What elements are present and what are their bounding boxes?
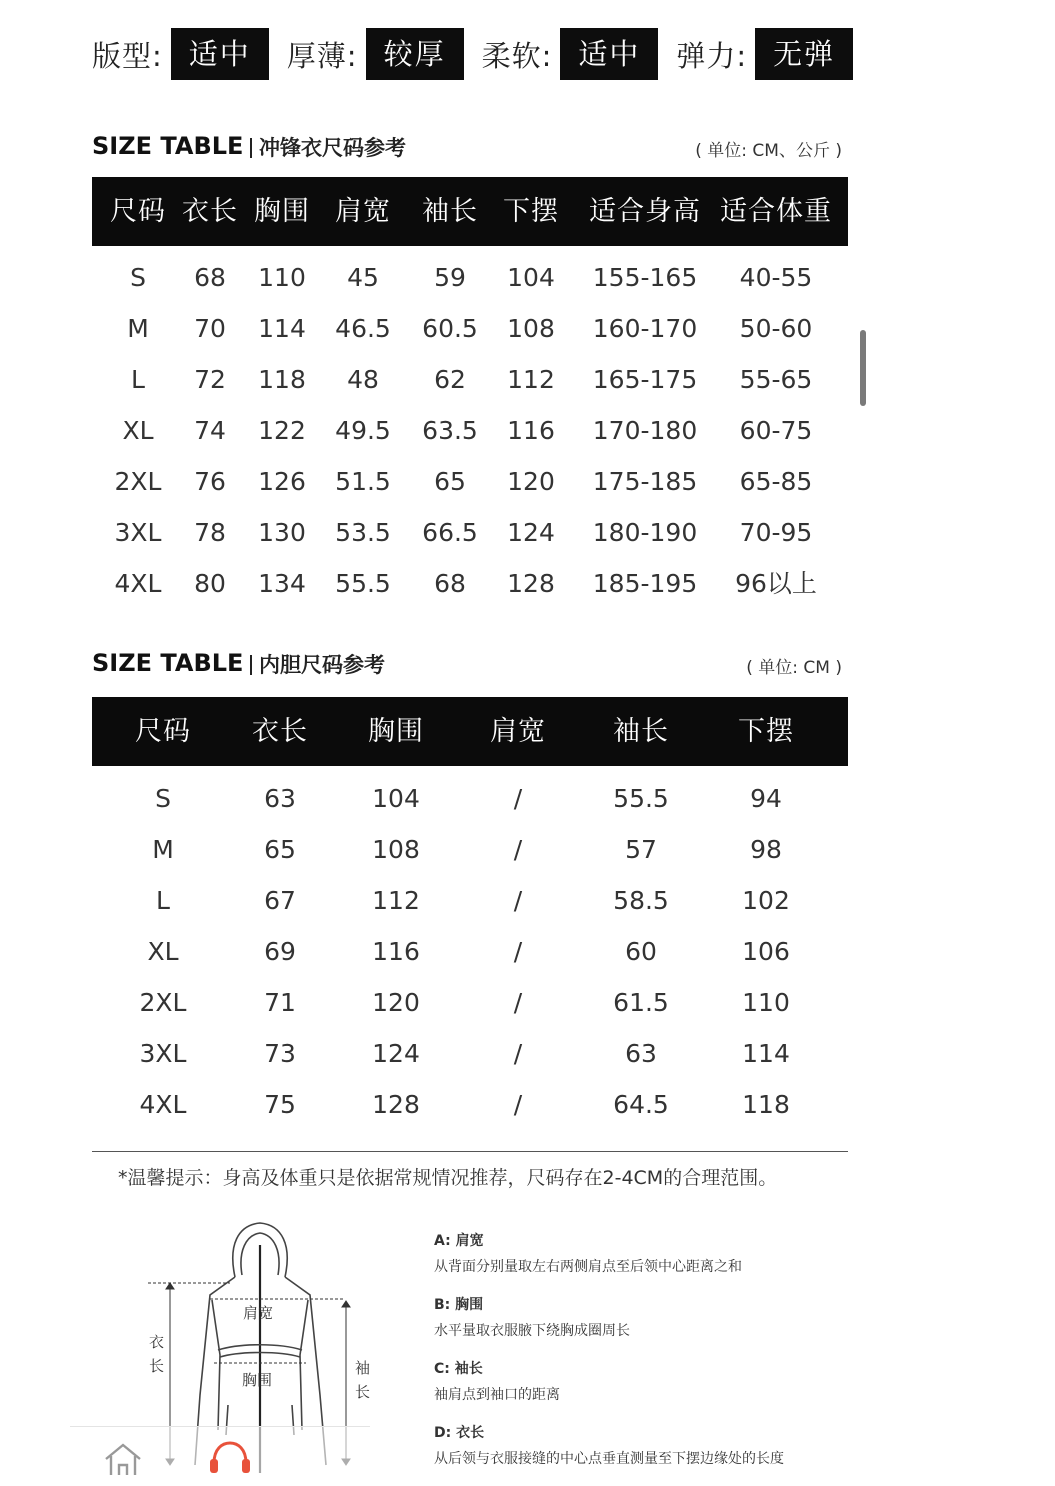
table-cell: 73 [264, 1039, 296, 1068]
table-cell: 50-60 [739, 314, 813, 343]
table-cell: 126 [258, 467, 306, 496]
table-cell: 120 [372, 988, 420, 1017]
table-cell: 80 [194, 569, 226, 598]
attr-label-fit: 版型: [92, 38, 163, 73]
definition-desc: 从背面分别量取左右两侧肩点至后领中心距离之和 [434, 1259, 742, 1275]
liner-header-cell: 胸围 [368, 716, 424, 747]
table-cell: 65 [264, 835, 296, 864]
table-cell: 96以上 [735, 569, 817, 598]
jacket-title-en: SIZE TABLE [92, 132, 244, 160]
table-cell: 65-85 [739, 467, 813, 496]
table-cell: 122 [258, 416, 306, 445]
definition-shoulder [434, 1230, 864, 1294]
table-row [92, 1079, 848, 1130]
attr-value-thickness: 较厚 [366, 28, 464, 80]
table-row [92, 824, 848, 875]
jacket-header-cell: 适合体重 [720, 196, 832, 227]
table-cell: 114 [258, 314, 306, 343]
definition-desc: 从后领与衣服接缝的中心点垂直测量至下摆边缘处的长度 [434, 1451, 784, 1467]
table-cell: 175-185 [592, 467, 698, 496]
jacket-size-table [92, 177, 848, 598]
table-cell: / [513, 1090, 523, 1119]
table-row [92, 1028, 848, 1079]
table-cell: 155-165 [592, 263, 698, 292]
table-cell: 110 [258, 263, 306, 292]
liner-header-cell: 衣长 [252, 716, 308, 747]
table-row [92, 354, 848, 405]
diagram-label-length-b: 长 [149, 1357, 165, 1375]
table-cell: 128 [372, 1090, 420, 1119]
definition-title: A: 肩宽 [434, 1233, 484, 1249]
table-cell: / [513, 835, 523, 864]
diagram-label-chest: 胸围 [242, 1371, 273, 1389]
table-cell: 55-65 [739, 365, 813, 394]
liner-header-cell: 下摆 [738, 716, 794, 747]
table-cell: M [127, 314, 149, 343]
table-cell: 134 [258, 569, 306, 598]
table-row [92, 977, 848, 1028]
table-cell: 71 [264, 988, 296, 1017]
table-cell: 114 [742, 1039, 790, 1068]
jacket-header-cell: 袖长 [422, 196, 478, 227]
table-cell: 94 [750, 784, 782, 813]
liner-unit: ( 单位: CM ) [746, 658, 842, 678]
table-cell: 112 [507, 365, 555, 394]
attr-value-elasticity: 无弹 [755, 28, 853, 80]
definition-title: D: 衣长 [434, 1425, 485, 1441]
table-cell: 63.5 [422, 416, 478, 445]
table-cell: 70-95 [739, 518, 813, 547]
table-cell: XL [122, 416, 154, 445]
table-row [92, 303, 848, 354]
definition-desc: 袖肩点到袖口的距离 [434, 1387, 560, 1403]
table-cell: 112 [372, 886, 420, 915]
definition-chest [434, 1294, 864, 1358]
table-cell: 75 [264, 1090, 296, 1119]
table-cell: 108 [507, 314, 555, 343]
table-row [92, 252, 848, 303]
table-cell: 51.5 [335, 467, 391, 496]
table-cell: 61.5 [613, 988, 669, 1017]
jacket-header-cell: 肩宽 [335, 196, 391, 227]
headset-icon[interactable] [208, 1439, 252, 1474]
table-cell: 78 [194, 518, 226, 547]
table-cell: 104 [372, 784, 420, 813]
table-row [92, 926, 848, 977]
jacket-table-header [92, 177, 848, 246]
title-divider [250, 655, 252, 675]
table-cell: 63 [625, 1039, 657, 1068]
table-row [92, 558, 848, 609]
table-cell: / [513, 988, 523, 1017]
table-cell: S [130, 263, 146, 292]
table-cell: 165-175 [592, 365, 698, 394]
jacket-title-cn: 冲锋衣尺码参考 [259, 136, 406, 160]
scrollbar-thumb[interactable] [860, 330, 866, 406]
table-cell: 64.5 [613, 1090, 669, 1119]
size-tip-note: *温馨提示：身高及体重只是依据常规情况推荐，尺码存在2-4CM的合理范围。 [118, 1167, 778, 1189]
liner-title-cn: 内胆尺码参考 [259, 653, 385, 677]
table-cell: 62 [434, 365, 466, 394]
table-cell: 124 [372, 1039, 420, 1068]
table-cell: 68 [194, 263, 226, 292]
table-cell: 120 [507, 467, 555, 496]
table-cell: 66.5 [422, 518, 478, 547]
jacket-header-cell: 尺码 [110, 196, 166, 227]
table-cell: 69 [264, 937, 296, 966]
liner-section-header [92, 649, 848, 681]
table-cell: 46.5 [335, 314, 391, 343]
table-cell: 4XL [114, 569, 162, 598]
table-cell: XL [147, 937, 179, 966]
table-cell: 49.5 [335, 416, 391, 445]
table-cell: 170-180 [592, 416, 698, 445]
attr-value-softness: 适中 [560, 28, 658, 80]
home-icon[interactable] [102, 1441, 144, 1475]
table-row [92, 773, 848, 824]
liner-table-header [92, 697, 848, 766]
table-cell: 40-55 [739, 263, 813, 292]
table-cell: 59 [434, 263, 466, 292]
table-cell: 53.5 [335, 518, 391, 547]
table-cell: / [513, 1039, 523, 1068]
liner-header-cell: 尺码 [135, 716, 191, 747]
attr-label-softness: 柔软: [481, 38, 553, 73]
table-row [92, 405, 848, 456]
jacket-header-cell: 下摆 [503, 196, 559, 227]
attr-label-thickness: 厚薄: [286, 38, 358, 73]
diagram-label-shoulder: 肩宽 [243, 1304, 274, 1322]
table-cell: 4XL [139, 1090, 187, 1119]
table-cell: 128 [507, 569, 555, 598]
table-cell: 102 [742, 886, 790, 915]
table-cell: 76 [194, 467, 226, 496]
table-cell: 180-190 [592, 518, 698, 547]
table-cell: 116 [372, 937, 420, 966]
liner-header-cell: 袖长 [613, 716, 669, 747]
table-cell: 3XL [114, 518, 162, 547]
section-divider [92, 1151, 848, 1152]
table-cell: 110 [742, 988, 790, 1017]
table-cell: 106 [742, 937, 790, 966]
table-cell: 116 [507, 416, 555, 445]
table-cell: 70 [194, 314, 226, 343]
jacket-header-cell: 适合身高 [589, 196, 701, 227]
table-cell: / [513, 886, 523, 915]
table-cell: 72 [194, 365, 226, 394]
diagram-label-sleeve-a: 袖 [355, 1359, 371, 1377]
table-cell: 2XL [139, 988, 187, 1017]
table-cell: / [513, 937, 523, 966]
table-cell: M [152, 835, 174, 864]
table-cell: 118 [258, 365, 306, 394]
jacket-header-cell: 胸围 [254, 196, 310, 227]
table-cell: S [155, 784, 171, 813]
table-cell: 118 [742, 1090, 790, 1119]
table-cell: 55.5 [613, 784, 669, 813]
liner-title-en: SIZE TABLE [92, 649, 244, 677]
table-cell: 60-75 [739, 416, 813, 445]
table-cell: 160-170 [592, 314, 698, 343]
table-cell: 108 [372, 835, 420, 864]
attr-label-elasticity: 弹力: [676, 38, 748, 73]
table-cell: 124 [507, 518, 555, 547]
table-cell: 185-195 [592, 569, 698, 598]
definition-length [434, 1422, 864, 1486]
title-divider [250, 138, 252, 158]
attr-value-fit: 适中 [171, 28, 269, 80]
liner-size-table [92, 697, 848, 1119]
table-row [92, 875, 848, 926]
table-cell: 74 [194, 416, 226, 445]
table-cell: 45 [347, 263, 379, 292]
diagram-label-sleeve-b: 长 [355, 1383, 371, 1401]
fabric-attributes [92, 28, 853, 80]
table-row [92, 456, 848, 507]
table-cell: 68 [434, 569, 466, 598]
table-cell: 130 [258, 518, 306, 547]
definition-desc: 水平量取衣服腋下绕胸成圈周长 [434, 1323, 630, 1339]
table-cell: 58.5 [613, 886, 669, 915]
jacket-header-cell: 衣长 [182, 196, 238, 227]
measurement-definitions [434, 1230, 864, 1486]
table-cell: 63 [264, 784, 296, 813]
table-cell: 2XL [114, 467, 162, 496]
table-cell: 55.5 [335, 569, 391, 598]
table-cell: 48 [347, 365, 379, 394]
jacket-section-header [92, 132, 848, 164]
table-cell: 65 [434, 467, 466, 496]
liner-header-cell: 肩宽 [490, 716, 546, 747]
table-cell: 67 [264, 886, 296, 915]
definition-sleeve [434, 1358, 864, 1422]
table-row [92, 507, 848, 558]
table-cell: 60.5 [422, 314, 478, 343]
table-cell: 3XL [139, 1039, 187, 1068]
bottom-nav [70, 1426, 370, 1474]
table-cell: L [156, 886, 170, 915]
table-cell: 60 [625, 937, 657, 966]
jacket-unit: ( 单位: CM、公斤 ) [695, 141, 842, 161]
definition-title: B: 胸围 [434, 1297, 484, 1313]
diagram-label-length-a: 衣 [149, 1333, 165, 1351]
table-cell: 104 [507, 263, 555, 292]
definition-title: C: 袖长 [434, 1361, 483, 1377]
table-cell: L [131, 365, 145, 394]
table-cell: / [513, 784, 523, 813]
table-cell: 98 [750, 835, 782, 864]
table-cell: 57 [625, 835, 657, 864]
